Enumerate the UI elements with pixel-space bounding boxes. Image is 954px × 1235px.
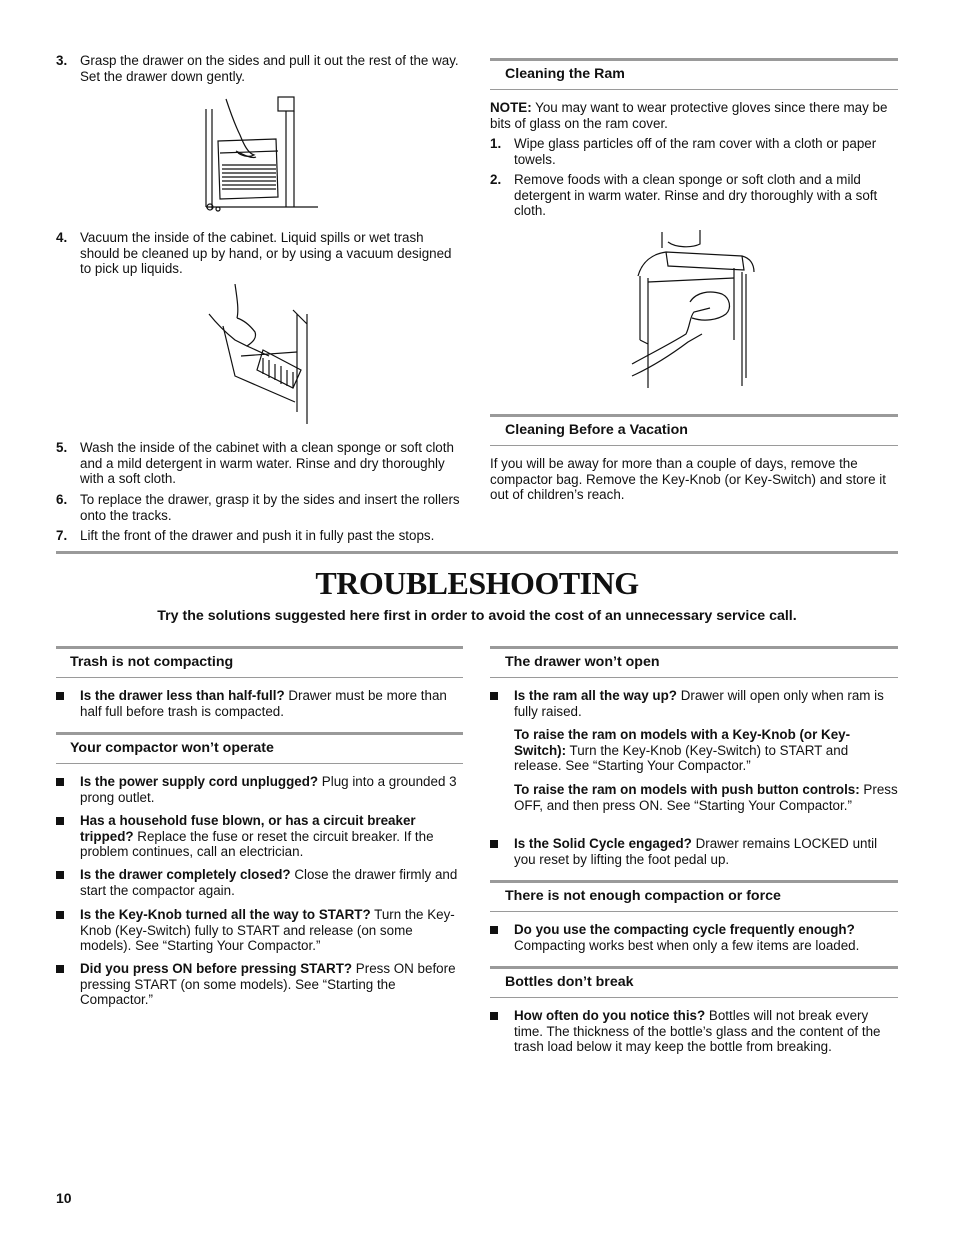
question: Has a household fuse blown, or has a circuit breaker tripped? — [80, 813, 416, 844]
bullet-square-icon — [56, 871, 64, 879]
section-rule — [490, 677, 898, 678]
step-text: Wipe glass particles off of the ram cover with a cloth or paper towels. — [514, 136, 877, 167]
answer: Drawer will open only when ram is fully raised. — [514, 688, 884, 719]
answer: Drawer must be more than half full before trash is compacted. — [80, 688, 447, 719]
bullet-item — [56, 867, 461, 898]
step-5 — [56, 440, 461, 487]
answer: Plug into a grounded 3 prong outlet. — [80, 774, 457, 805]
step-text: Lift the front of the drawer and push it in fully past the stops. — [80, 528, 435, 543]
section-rule — [490, 414, 898, 417]
question: Is the Solid Cycle engaged? — [514, 836, 692, 851]
step-number: 5. — [56, 440, 68, 455]
question: How often do you notice this? — [514, 1008, 706, 1023]
step-4 — [56, 230, 461, 277]
question: Is the power supply cord unplugged? — [80, 774, 319, 789]
step-3 — [56, 53, 461, 84]
page-divider — [56, 551, 898, 554]
bullet-square-icon — [56, 965, 64, 973]
bullet-square-icon — [56, 817, 64, 825]
answer: Drawer remains LOCKED until you reset by lifting the foot pedal up. — [514, 836, 878, 867]
vacation-heading: Cleaning Before a Vacation — [505, 422, 688, 438]
section-rule — [56, 646, 463, 649]
step-text: Grasp the drawer on the sides and pull it out the rest of the way. Set the drawer down gently. — [80, 53, 459, 84]
step-text: Vacuum the inside of the cabinet. Liquid spills or wet trash should be cleaned up by hand, or by using a vacuum designed to pick up liquids. — [80, 230, 452, 276]
note-text: You may want to wear protective gloves since there may be bits of glass on the ram cover. — [490, 100, 888, 131]
subheading: To raise the ram on models with push button controls: — [514, 782, 860, 797]
vacuum-cabinet-illustration — [207, 284, 317, 426]
subheading: To raise the ram on models with a Key-Knob (or Key-Switch): — [514, 727, 851, 758]
answer: Close the drawer firmly and start the compactor again. — [80, 867, 458, 898]
step-number: 3. — [56, 53, 68, 68]
wont-open-heading: The drawer won’t open — [505, 654, 660, 670]
bottles-heading: Bottles don’t break — [505, 974, 634, 990]
section-rule — [490, 997, 898, 998]
bullet-square-icon — [490, 1012, 498, 1020]
step-text: To replace the drawer, grasp it by the sides and insert the rollers onto the tracks. — [80, 492, 460, 523]
answer: Turn the Key-Knob (Key-Switch) fully to START and release (on some models). See “Starting Your Compactor.” — [80, 907, 455, 953]
question: Is the ram all the way up? — [514, 688, 677, 703]
bullet-item — [56, 813, 461, 860]
step-number: 2. — [490, 172, 502, 187]
page-number: 10 — [56, 1190, 72, 1206]
ram-step-2 — [490, 172, 898, 219]
cleaning-ram-heading: Cleaning the Ram — [505, 66, 625, 82]
compaction-heading: There is not enough compaction or force — [505, 888, 781, 904]
question: Did you press ON before pressing START? — [80, 961, 353, 976]
section-rule — [56, 763, 463, 764]
bullet-item — [56, 961, 461, 1008]
bullet-square-icon — [490, 692, 498, 700]
answer: Compacting works best when only a few items are loaded. — [514, 937, 860, 953]
note-label: NOTE: — [490, 100, 532, 115]
bullet-item — [490, 922, 898, 953]
bullet-square-icon — [56, 778, 64, 786]
bullet-square-icon — [56, 692, 64, 700]
section-rule — [490, 911, 898, 912]
troubleshooting-title: TROUBLESHOOTING — [315, 565, 639, 601]
key-knob-instructions — [514, 727, 898, 774]
section-rule — [490, 89, 898, 90]
bullet-square-icon — [490, 840, 498, 848]
section-rule — [490, 880, 898, 883]
push-button-instructions — [514, 782, 898, 813]
bullet-item — [490, 1008, 898, 1055]
drawer-removal-illustration — [200, 95, 320, 217]
bullet-item — [490, 836, 898, 867]
wont-operate-heading: Your compactor won’t operate — [70, 740, 274, 756]
ram-cleaning-illustration — [630, 228, 760, 390]
bullet-item — [490, 688, 898, 719]
answer: Press ON before pressing START (on some models). See “Starting the Compactor.” — [80, 961, 456, 1007]
answer: Replace the fuse or reset the circuit breaker. If the problem continues, call an electrician. — [80, 828, 434, 859]
step-number: 7. — [56, 528, 68, 543]
step-text: Remove foods with a clean sponge or soft cloth and a mild detergent in warm water. Rinse and dry thoroughly with a soft cloth. — [514, 172, 878, 218]
step-text: Wash the inside of the cabinet with a clean sponge or soft cloth and a mild detergent in warm water. Rinse and dry thoroughly with a soft cloth. — [80, 440, 454, 486]
subtext: Press OFF, and then press ON. See “Starting Your Compactor.” — [514, 782, 898, 813]
ram-step-1 — [490, 136, 898, 167]
section-rule — [490, 966, 898, 969]
step-6 — [56, 492, 461, 523]
section-rule — [490, 445, 898, 446]
question: Do you use the compacting cycle frequently enough? — [514, 922, 855, 937]
bullet-item — [56, 688, 461, 719]
step-7 — [56, 528, 461, 544]
step-number: 6. — [56, 492, 68, 507]
step-number: 1. — [490, 136, 502, 151]
vacation-text: If you will be away for more than a couple of days, remove the compactor bag. Remove the Key-Knob (or Key-Switch) and store it out of children’s reach. — [490, 456, 886, 502]
answer: Bottles will not break every time. The thickness of the bottle’s glass and the content of the trash load below it may keep the bottle from breaking. — [514, 1008, 881, 1054]
section-rule — [490, 58, 898, 61]
question: Is the drawer less than half-full? — [80, 688, 285, 703]
section-rule — [490, 646, 898, 649]
question: Is the Key-Knob turned all the way to START? — [80, 907, 371, 922]
bullet-square-icon — [490, 926, 498, 934]
section-rule — [56, 732, 463, 735]
step-number: 4. — [56, 230, 68, 245]
not-compacting-heading: Trash is not compacting — [70, 654, 234, 670]
subtext: Turn the Key-Knob (Key-Switch) to START and release. See “Starting Your Compactor.” — [514, 742, 849, 773]
troubleshooting-subtitle: Try the solutions suggested here first in order to avoid the cost of an unnecessary service call. — [157, 608, 797, 624]
ram-note — [490, 100, 898, 131]
section-rule — [56, 677, 463, 678]
bullet-item — [56, 774, 461, 805]
bullet-item — [56, 907, 461, 954]
question: Is the drawer completely closed? — [80, 867, 291, 882]
bullet-square-icon — [56, 911, 64, 919]
